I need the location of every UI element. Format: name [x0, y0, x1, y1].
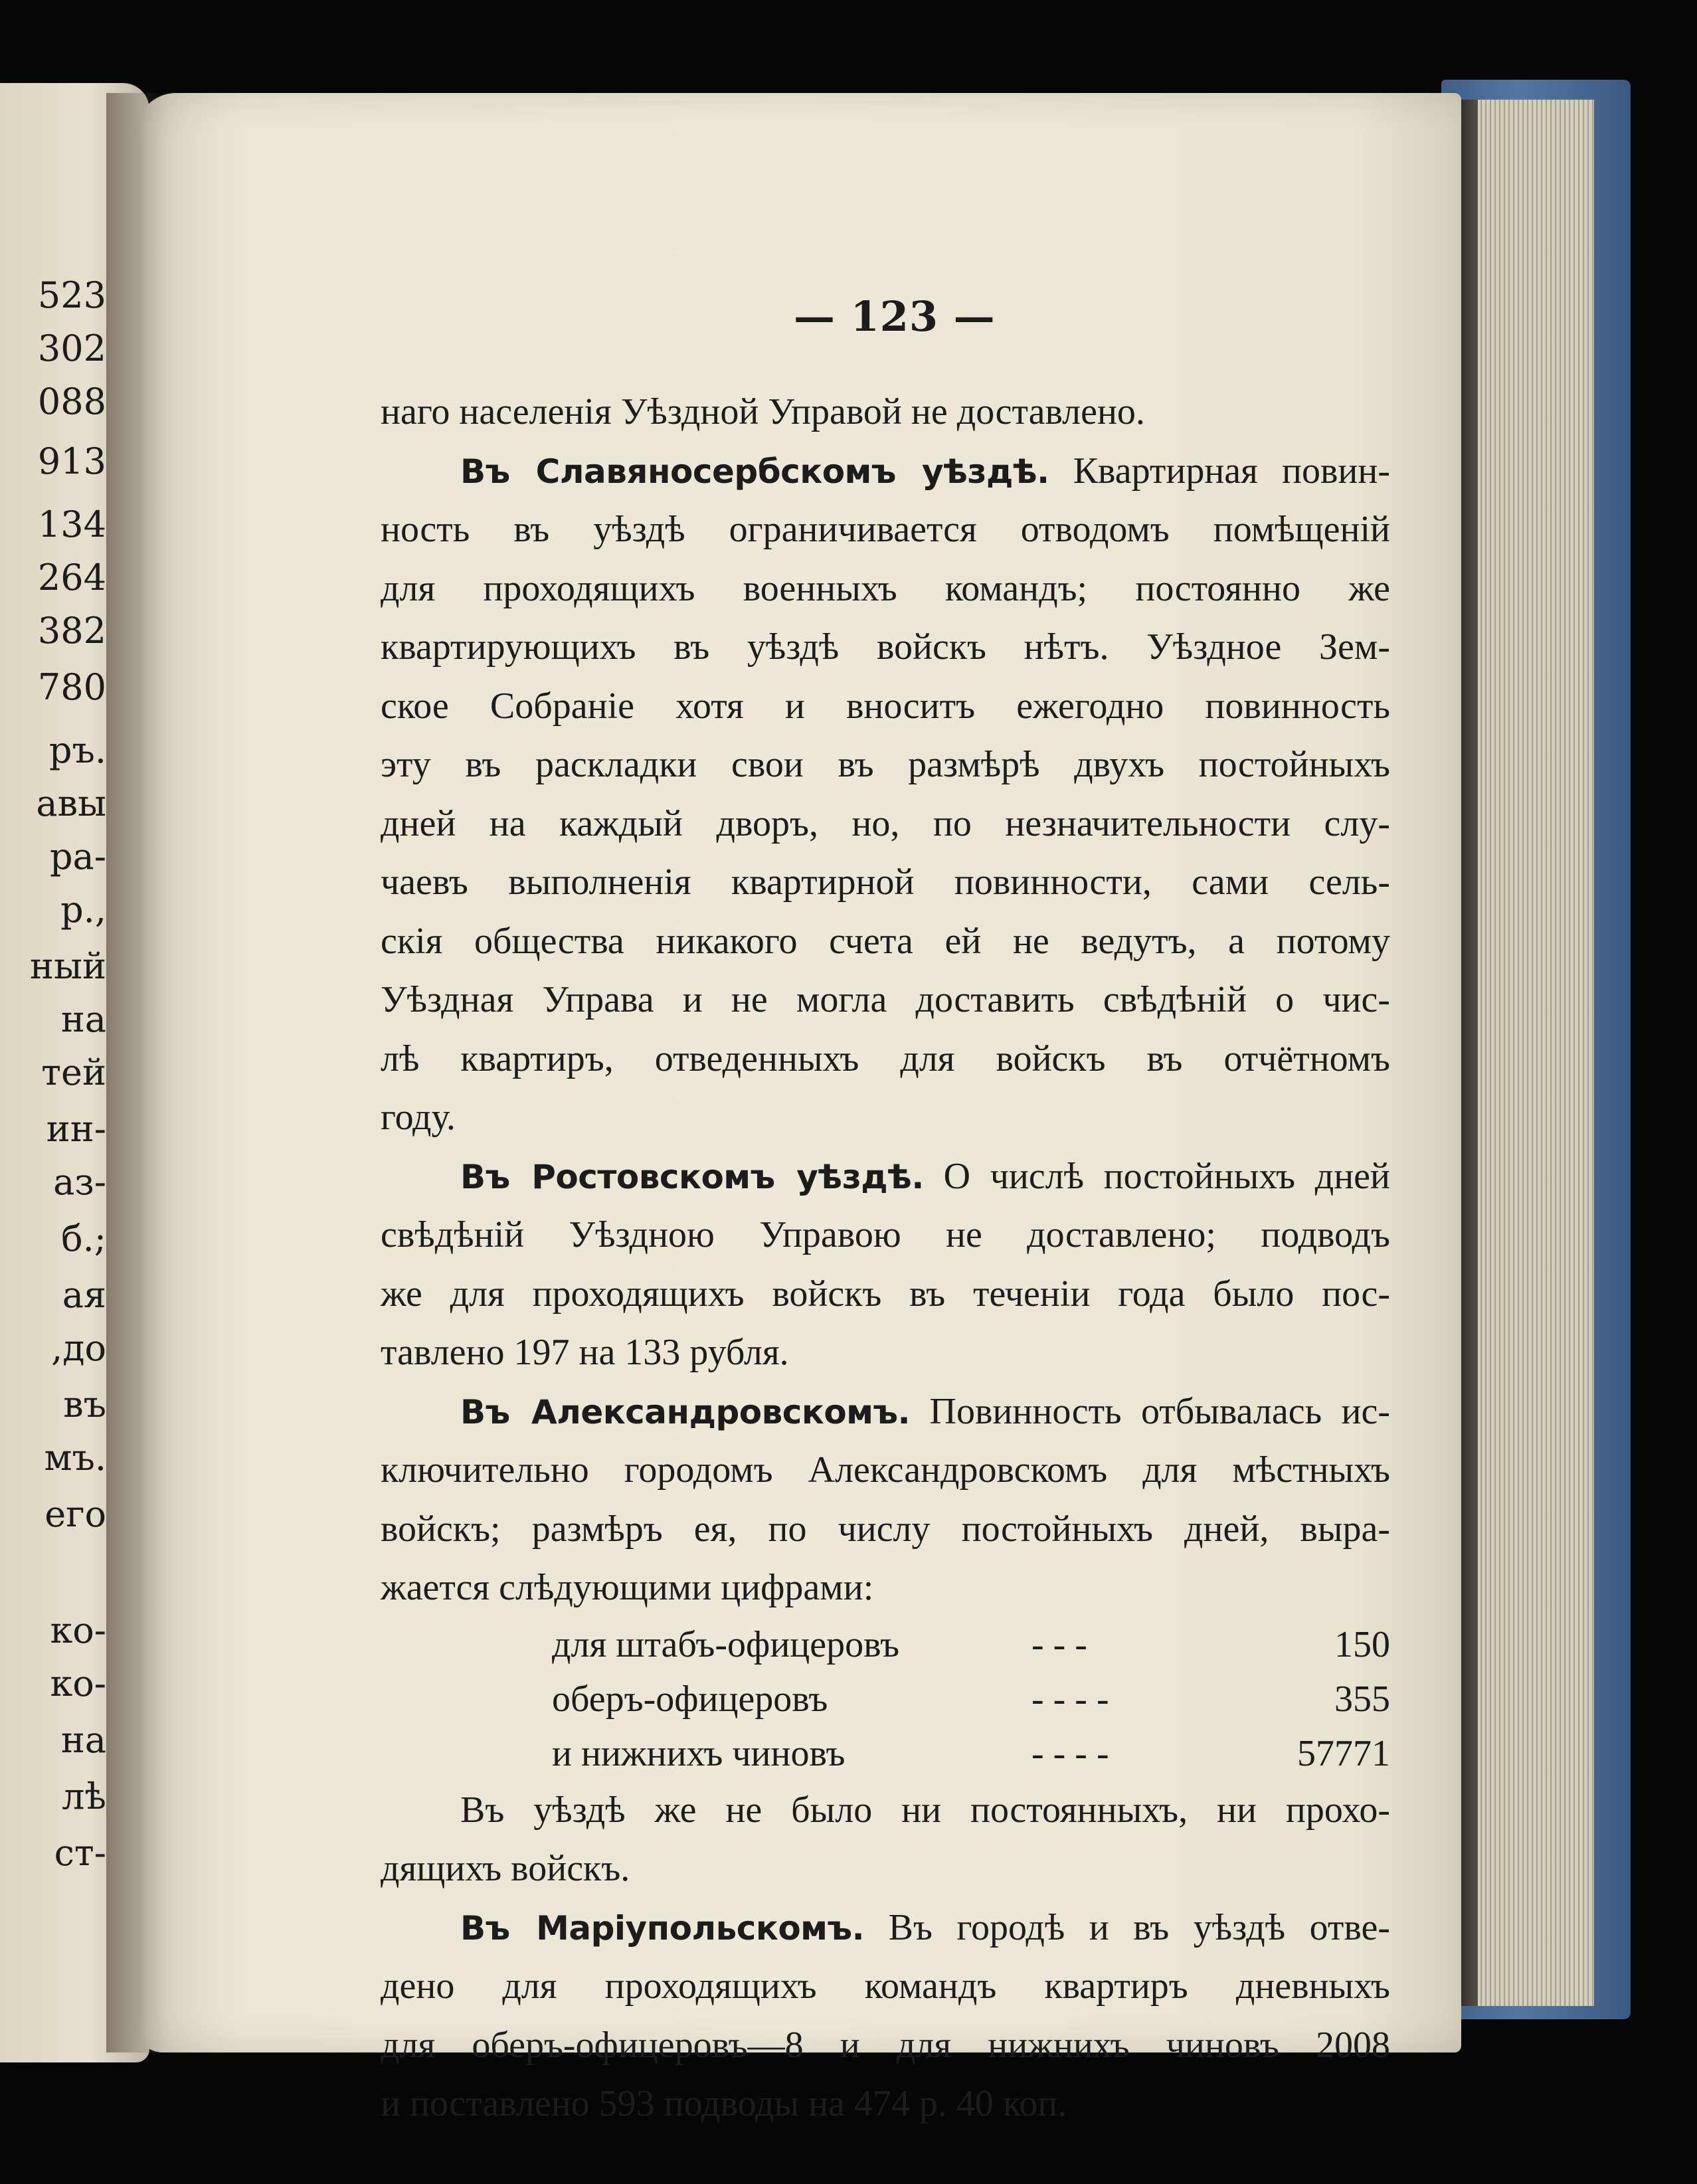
section-heading: Въ Александровскомъ. [460, 1392, 911, 1431]
text-fragment: Повинность отбывалась ис- [929, 1390, 1390, 1432]
text-line: чаевъ выполненія квартирной повинности, сами сель- [381, 862, 1390, 903]
paragraph-aleksandrovsk [381, 1382, 1390, 1441]
text-line: ность въ уѣздѣ ограничивается отводомъ помѣщеній [381, 509, 1390, 550]
previous-page-fragment: ст- [54, 1832, 106, 1874]
previous-page-fragment: тей [41, 1051, 106, 1093]
table-row-value: 150 [1334, 1623, 1390, 1665]
text-line: жается слѣдующими цифрами: [381, 1567, 874, 1608]
previous-page-fragment: мъ. [44, 1437, 106, 1479]
table-row-label: и нижнихъ чиновъ [552, 1732, 846, 1774]
previous-page-fragment: 382 [37, 610, 106, 652]
previous-page-fragment: 302 [37, 327, 106, 369]
text-line: и поставлено 593 подводы на 474 р. 40 коп. [381, 2083, 1067, 2124]
previous-page-fragment: 913 [37, 440, 106, 482]
page-body [381, 383, 1390, 2134]
text-line: Въ уѣздѣ же не было ни постоянныхъ, ни прохо- [460, 1789, 1390, 1831]
previous-page-fragment: ра- [49, 836, 106, 877]
text-line: наго населенія Уѣздной Управой не доставлено. [381, 391, 1145, 432]
previous-page-fragment: ко- [50, 1609, 106, 1651]
text-line: скія общества никакого счета ей не ведутъ, а потому [381, 920, 1390, 962]
previous-page-fragment: 088 [37, 381, 106, 422]
table-row-value: 57771 [1297, 1732, 1390, 1774]
previous-page-fragment: авы [36, 782, 106, 824]
previous-page-fragment: ръ. [48, 729, 106, 771]
previous-page-fragment: на [60, 998, 106, 1040]
text-line: тавлено 197 на 133 рубля. [381, 1332, 789, 1373]
previous-page-fragment: аз- [53, 1161, 106, 1203]
previous-page-fragment: р., [60, 889, 106, 931]
book-gutter-shadow [106, 93, 166, 2052]
section-heading: Въ Маріупольскомъ. [460, 1908, 865, 1948]
text-line: для оберъ-офицеровъ—8 и для нижнихъ чиновъ 2008 [381, 2024, 1390, 2066]
previous-page-fragment: 523 [37, 274, 106, 316]
text-line: же для проходящихъ войскъ въ теченіи года было пос- [381, 1273, 1390, 1315]
previous-page-fragment: его [45, 1493, 106, 1535]
text-fragment: Въ городѣ и въ уѣздѣ отве- [888, 1906, 1391, 1948]
text-line: квартирующихъ въ уѣздѣ войскъ нѣтъ. Уѣздное Зем- [381, 626, 1390, 668]
page-number: — 123 — [794, 292, 996, 341]
quarters-table [381, 1617, 1390, 1781]
text-line: дней на каждый дворъ, но, по незначительности слу- [381, 802, 1390, 844]
text-line: свѣдѣній Уѣздною Управою не доставлено; подводъ [381, 1214, 1390, 1255]
table-row-value: 355 [1334, 1678, 1390, 1720]
table-row-leaders: - - - [1031, 1623, 1087, 1665]
table-row-leaders: - - - - [1031, 1678, 1109, 1720]
text-fragment: О числѣ постойныхъ дней [943, 1155, 1391, 1197]
previous-page-fragment: ин- [46, 1108, 106, 1150]
paragraph-slavyanoserbsk [381, 442, 1390, 501]
table-row-label: для штабъ-офицеровъ [552, 1623, 900, 1665]
previous-page-fragment: б.; [61, 1218, 106, 1259]
table-row [381, 1726, 1390, 1781]
previous-page-fragment: на [60, 1719, 106, 1761]
table-row-label: оберъ-офицеровъ [552, 1678, 828, 1720]
previous-page-fragment: ая [62, 1274, 106, 1316]
paragraph-mariupol [381, 1898, 1390, 1957]
previous-page-fragment: 134 [37, 503, 106, 545]
table-row [381, 1617, 1390, 1672]
previous-page-fragment: 264 [37, 557, 106, 598]
section-heading: Въ Ростовскомъ уѣздѣ. [460, 1157, 924, 1196]
current-page [136, 93, 1461, 2124]
text-line: году. [381, 1097, 456, 1138]
text-line: дящихъ войскъ. [381, 1848, 630, 1889]
previous-page-fragment: 780 [37, 666, 106, 708]
previous-page-fragment: лѣ [62, 1775, 106, 1817]
table-row-leaders: - - - - [1031, 1732, 1109, 1774]
text-line: ское Собраніе хотя и вноситъ ежегодно повинность [381, 685, 1390, 727]
previous-page-fragment: ко- [50, 1663, 106, 1704]
text-line: ключительно городомъ Александровскомъ для мѣстныхъ [381, 1449, 1390, 1491]
text-line: войскъ; размѣръ ея, по числу постойныхъ дней, выра- [381, 1508, 1390, 1550]
previous-page-fragment: въ [63, 1384, 106, 1425]
paragraph-rostov [381, 1147, 1390, 1206]
section-heading: Въ Славяносербскомъ уѣздѣ. [460, 452, 1049, 491]
text-line: лѣ квартиръ, отведенныхъ для войскъ въ отчётномъ [381, 1038, 1390, 1079]
text-line: Уѣздная Управа и не могла доставить свѣдѣній о чис- [381, 979, 1390, 1020]
text-line: для проходящихъ военныхъ командъ; постоянно же [381, 567, 1390, 609]
previous-page-fragment: ный [30, 945, 106, 987]
previous-page-fragment: ,до [51, 1327, 106, 1369]
text-line: дено для проходящихъ командъ квартиръ дневныхъ [381, 1965, 1390, 2007]
text-line: эту въ раскладки свои въ размѣрѣ двухъ постойныхъ [381, 744, 1390, 785]
text-fragment: Квартирная повин- [1073, 450, 1390, 492]
table-row [381, 1672, 1390, 1726]
